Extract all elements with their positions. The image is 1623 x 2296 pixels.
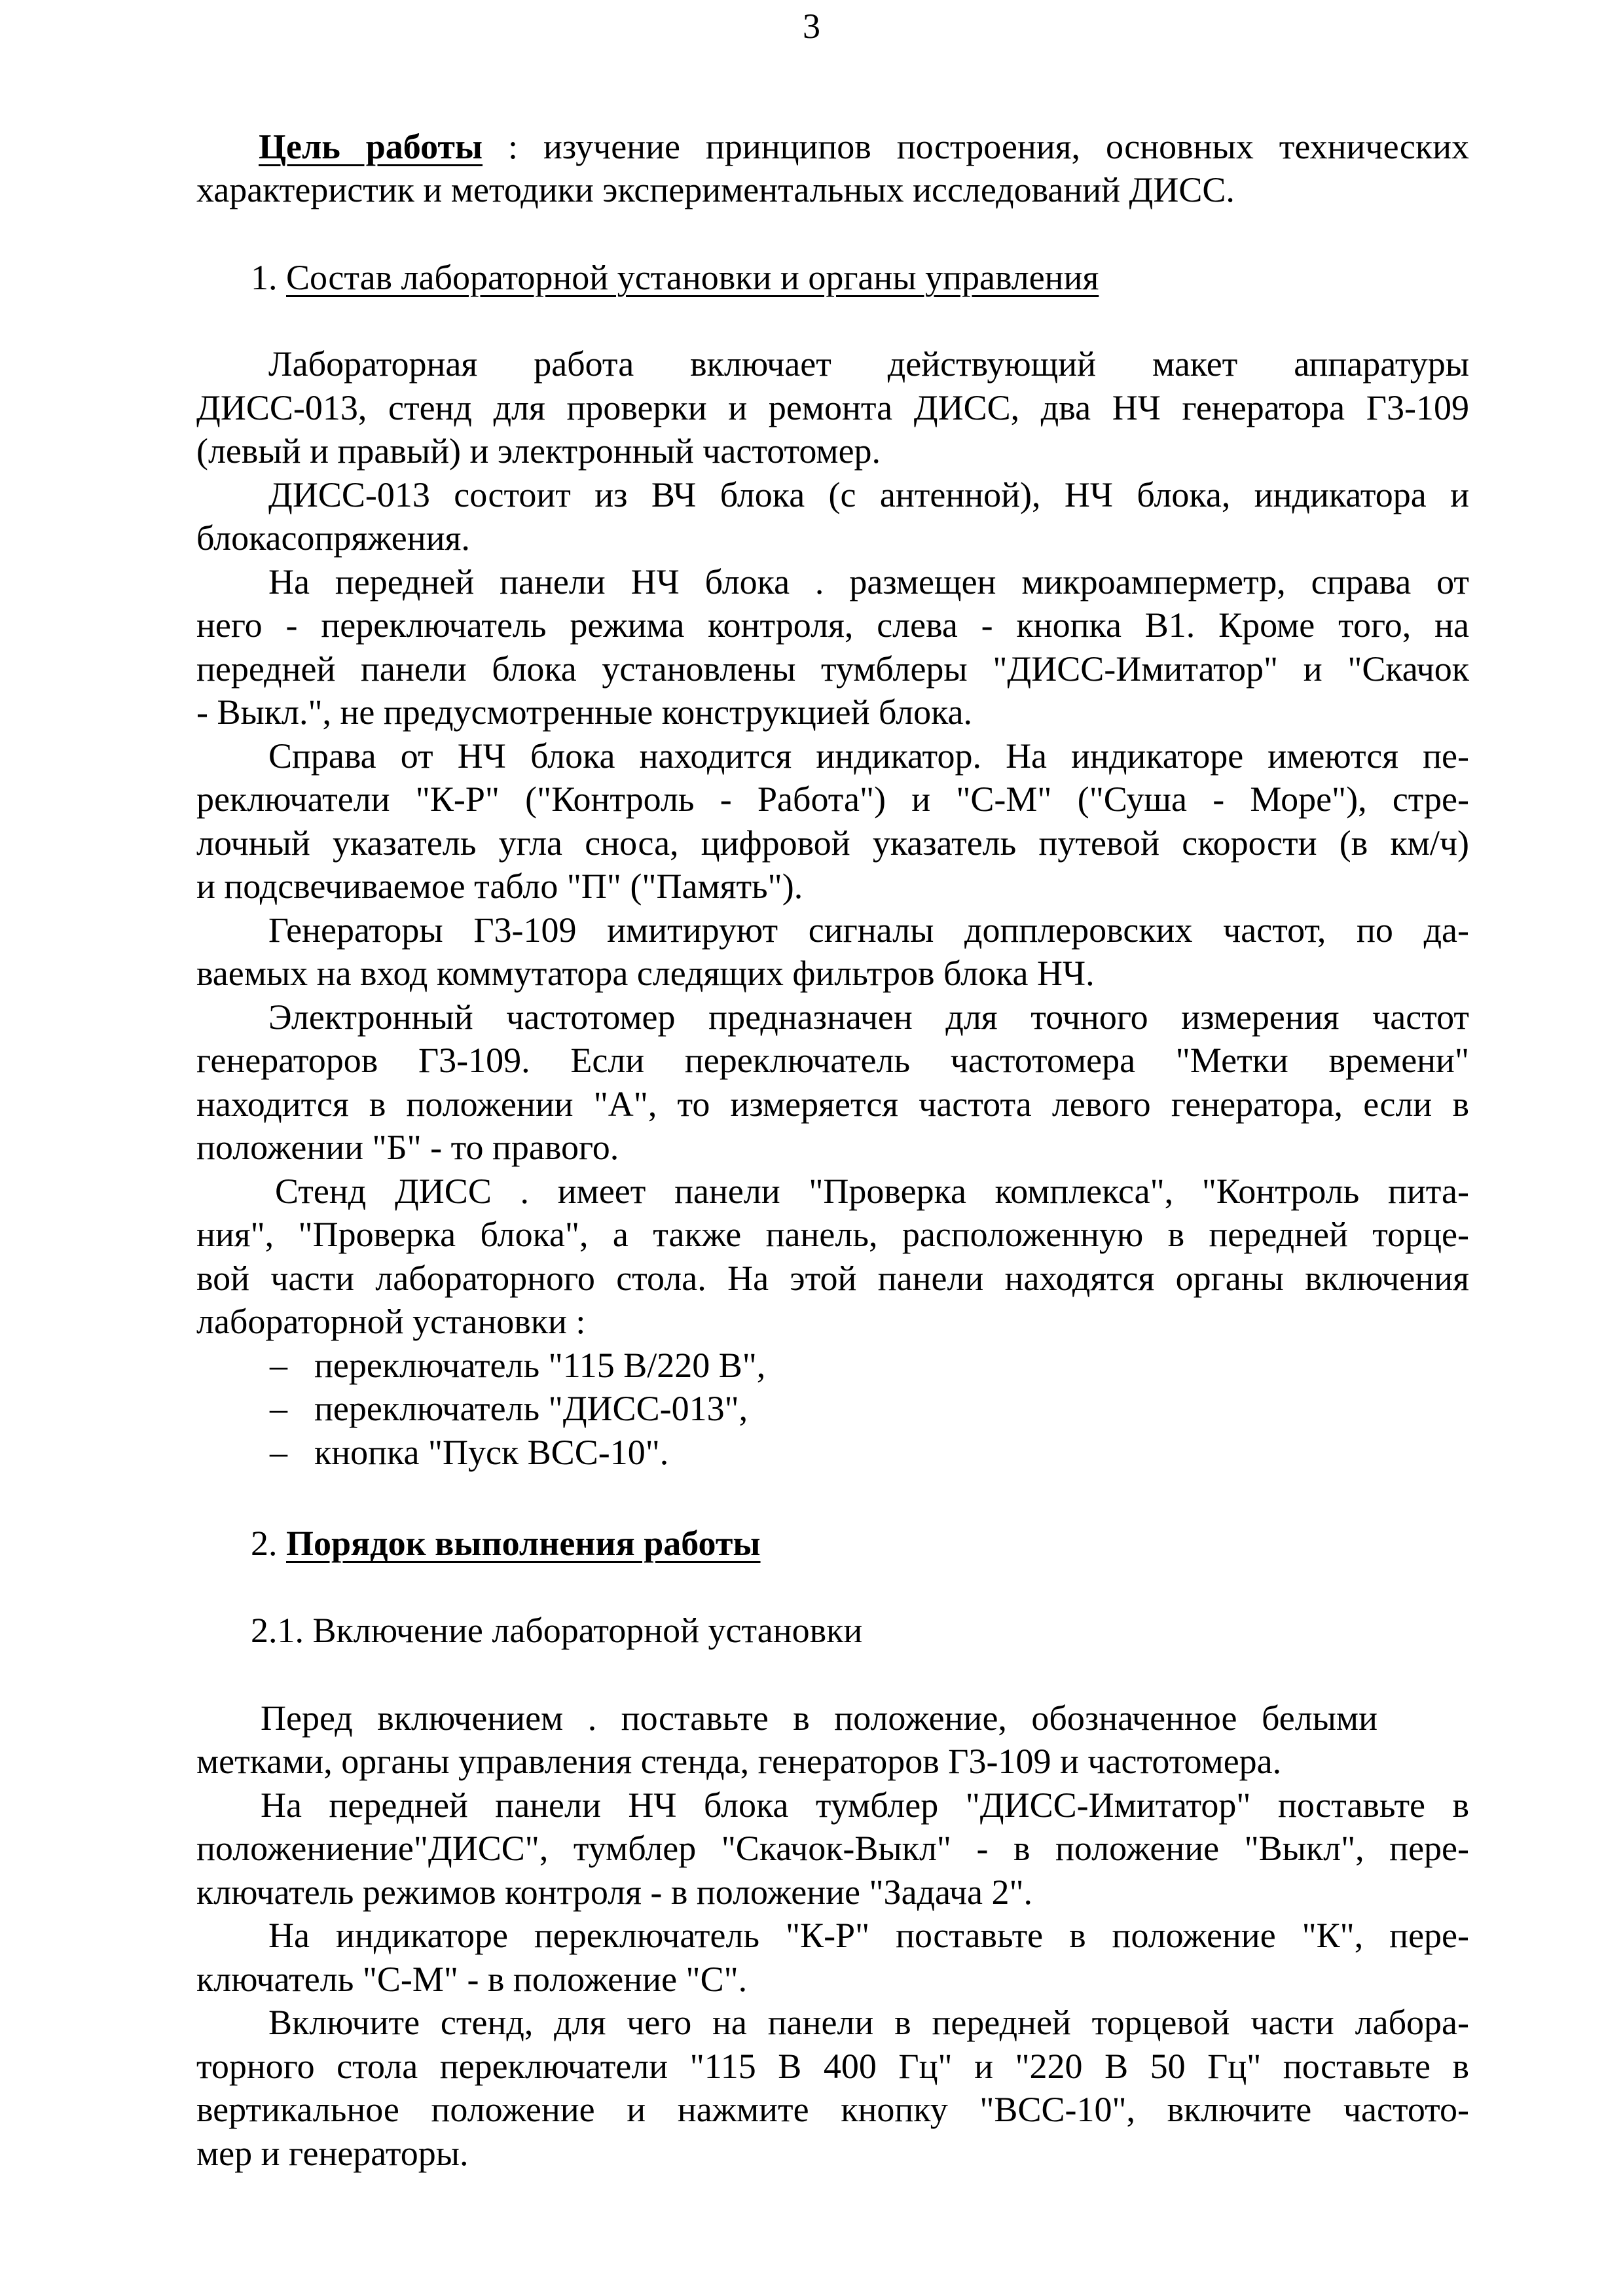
- paragraph-line: лочный указатель угла сноса, цифровой указатель путевой скорости (в км/ч): [196, 823, 1469, 863]
- paragraph-line: положениение"ДИСС", тумблер "Скачок-Выкл" - в положение "Выкл", пере-: [196, 1829, 1469, 1868]
- paragraph-line: реключатели "К-Р" ("Контроль - Работа") и "С-М" ("Суша - Море"), стре-: [196, 780, 1469, 819]
- paragraph-line: Генераторы Г3-109 имитируют сигналы допплеровских частот, по да-: [268, 910, 1469, 950]
- paragraph-line: ДИСС-013 состоит из ВЧ блока (с антенной), НЧ блока, индикатора и: [268, 475, 1469, 514]
- list-item: [270, 1344, 1542, 1388]
- paragraph-line: Справа от НЧ блока находится индикатор. На индикаторе имеются пе-: [268, 736, 1469, 776]
- paragraph-line: ключатель "С-М" - в положение "С".: [196, 1960, 748, 1999]
- paragraph-line: вой части лабораторного стола. На этой панели находятся органы включения: [196, 1259, 1469, 1298]
- goal-line-1: [259, 125, 1469, 169]
- goal-line-2: характеристик и методики экспериментальных исследований ДИСС.: [196, 170, 1235, 209]
- list-item-text: переключатель "ДИСС-013",: [314, 1389, 748, 1428]
- paragraph-line: ния", "Проверка блока", а также панель, расположенную в передней торце-: [196, 1215, 1469, 1254]
- paragraph-line: передней панели блока установлены тумблеры "ДИСС-Имитатор" и "Скачок: [196, 649, 1469, 689]
- section-2-number: 2.: [251, 1524, 286, 1563]
- paragraph-line: вертикальное положение и нажмите кнопку "ВСС-10", включите частото-: [196, 2090, 1469, 2129]
- dash-bullet: –: [270, 1346, 287, 1385]
- dash-bullet: –: [270, 1433, 287, 1472]
- page-number: 3: [803, 7, 820, 46]
- paragraph-line: Стенд ДИСС . имеет панели "Проверка комплекса", "Контроль пита-: [275, 1172, 1469, 1211]
- paragraph-line: ДИСС-013, стенд для проверки и ремонта ДИСС, два НЧ генератора Г3-109: [196, 388, 1469, 427]
- list-item-text: переключатель "115 В/220 В",: [314, 1346, 766, 1385]
- paragraph-line: ключатель режимов контроля - в положение "Задача 2".: [196, 1873, 1033, 1912]
- paragraph-line: мер и генераторы.: [196, 2134, 469, 2173]
- paragraph-line: (левый и правый) и электронный частотомер.: [196, 431, 881, 471]
- paragraph-line: и подсвечиваемое табло "П" ("Память").: [196, 867, 803, 906]
- goal-text-1: : изучение принципов построения, основных технических: [483, 127, 1470, 166]
- paragraph-line: находится в положении "А", то измеряется частота левого генератора, если в: [196, 1085, 1469, 1124]
- subsection-2-1-heading: 2.1. Включение лабораторной установки: [251, 1611, 863, 1650]
- paragraph-line: положении "Б" - то правого.: [196, 1128, 619, 1167]
- paragraph-line: генераторов Г3-109. Если переключатель частотомера "Метки времени": [196, 1041, 1469, 1080]
- paragraph-line: лабораторной установки :: [196, 1302, 586, 1341]
- list-item: [270, 1387, 1542, 1431]
- dash-bullet: –: [270, 1389, 287, 1428]
- paragraph-line: На передней панели НЧ блока . размещен микроамперметр, справа от: [268, 562, 1469, 601]
- paragraph-line: - Выкл.", не предусмотренные конструкцией блока.: [196, 692, 972, 732]
- paragraph-line: Лабораторная работа включает действующий макет аппаратуры: [268, 344, 1469, 384]
- section-2-title: Порядок выполнения работы: [286, 1524, 761, 1563]
- paragraph-line: него - переключатель режима контроля, слева - кнопка В1. Кроме того, на: [196, 605, 1469, 645]
- paragraph-line: Электронный частотомер предназначен для точного измерения частот: [268, 997, 1469, 1037]
- paragraph-line: блокасопряжения.: [196, 518, 470, 558]
- goal-label: Цель работы: [259, 127, 483, 166]
- paragraph-line: На передней панели НЧ блока тумблер "ДИСС-Имитатор" поставьте в: [261, 1785, 1469, 1825]
- paragraph-line: метками, органы управления стенда, генераторов Г3-109 и частотомера.: [196, 1742, 1282, 1781]
- list-item: [270, 1431, 1542, 1475]
- paragraph-line: Перед включением . поставьте в положение, обозначенное белыми: [261, 1698, 1377, 1738]
- section-2-heading: [251, 1522, 1523, 1566]
- list-item-text: кнопка "Пуск ВСС-10".: [314, 1433, 669, 1472]
- paragraph-line: ваемых на вход коммутатора следящих фильтров блока НЧ.: [196, 954, 1095, 993]
- paragraph-line: торного стола переключатели "115 В 400 Гц" и "220 В 50 Гц" поставьте в: [196, 2047, 1469, 2086]
- paragraph-line: Включите стенд, для чего на панели в передней торцевой части лабора-: [268, 2003, 1469, 2042]
- paragraph-line: На индикаторе переключатель "К-Р" поставьте в положение "К", пере-: [268, 1916, 1469, 1955]
- section-1-heading: [251, 256, 1523, 300]
- section-1-title: Состав лабораторной установки и органы управления: [286, 258, 1099, 297]
- section-1-number: 1.: [251, 258, 286, 297]
